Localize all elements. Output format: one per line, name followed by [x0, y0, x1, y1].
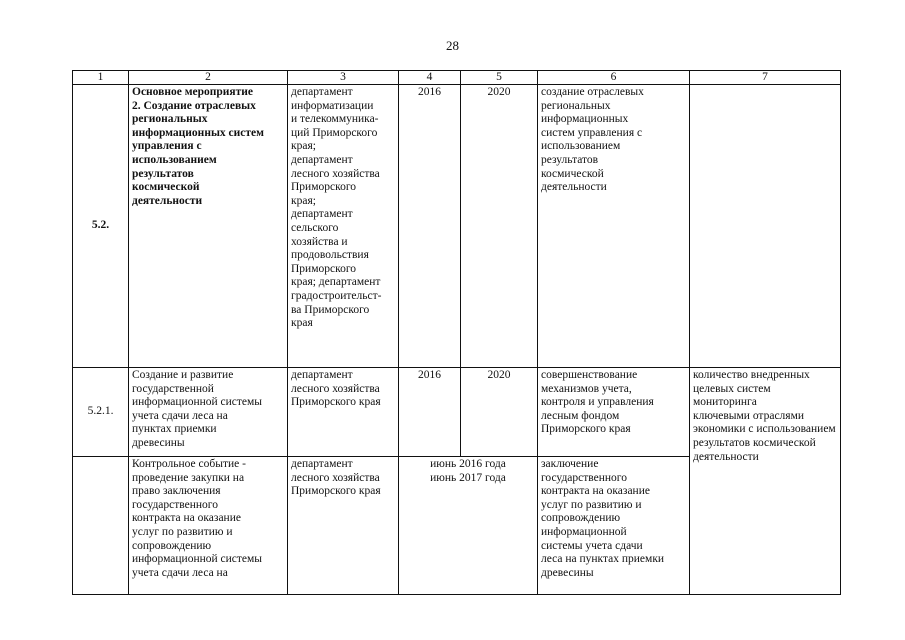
start-year: 2016: [399, 85, 461, 368]
column-header-7: 7: [690, 71, 841, 85]
column-header-row: [73, 71, 841, 85]
row-number: 5.2.1.: [73, 368, 129, 457]
row-number: 5.2.: [73, 85, 129, 368]
expected-result: совершенствование механизмов учета, контроля и управления лесным фондом Приморского края: [538, 368, 690, 457]
program-activities-table: [72, 70, 841, 595]
column-header-6: 6: [538, 71, 690, 85]
page-number: 28: [446, 38, 459, 53]
column-header-4: 4: [399, 71, 461, 85]
activity-name: Основное мероприятие 2. Создание отраслевых региональных информационных систем управления с использованием результатов космической деятельности: [129, 85, 288, 368]
end-year: 2020: [461, 368, 538, 457]
executor: департамент лесного хозяйства Приморского края: [288, 457, 399, 595]
executor: департамент информатизации и телекоммуника- ций Приморского края; департамент лесного хозяйства Приморского края; департамент сельского хозяйства и продовольствия Приморского края; департамент градостроительст- ва Приморского края: [288, 85, 399, 368]
column-header-2: 2: [129, 71, 288, 85]
row-number: [73, 457, 129, 595]
activity-name: Контрольное событие - проведение закупки на право заключения государственного контракта на оказание услуг по развитию и сопровождению информационной системы учета сдачи леса на: [129, 457, 288, 595]
expected-result: создание отраслевых региональных информационных систем управления с использованием результатов космической деятельности: [538, 85, 690, 368]
event-dates: июнь 2016 года июнь 2017 года: [399, 457, 538, 595]
column-header-1: 1: [73, 71, 129, 85]
indicator: [690, 85, 841, 368]
column-header-3: 3: [288, 71, 399, 85]
table-row-5-2-1: [73, 368, 841, 457]
executor: департамент лесного хозяйства Приморского края: [288, 368, 399, 457]
activity-name: Создание и развитие государственной информационной системы учета сдачи леса на пунктах приемки древесины: [129, 368, 288, 457]
expected-result: заключение государственного контракта на оказание услуг по развитию и сопровождению информационной системы учета сдачи леса на пунктах приемки древесины: [538, 457, 690, 595]
end-year: 2020: [461, 85, 538, 368]
indicator: количество внедренных целевых систем мониторинга ключевыми отраслями экономики с использованием результатов космической деятельности: [690, 368, 841, 595]
start-year: 2016: [399, 368, 461, 457]
column-header-5: 5: [461, 71, 538, 85]
table-row-5-2: [73, 85, 841, 368]
